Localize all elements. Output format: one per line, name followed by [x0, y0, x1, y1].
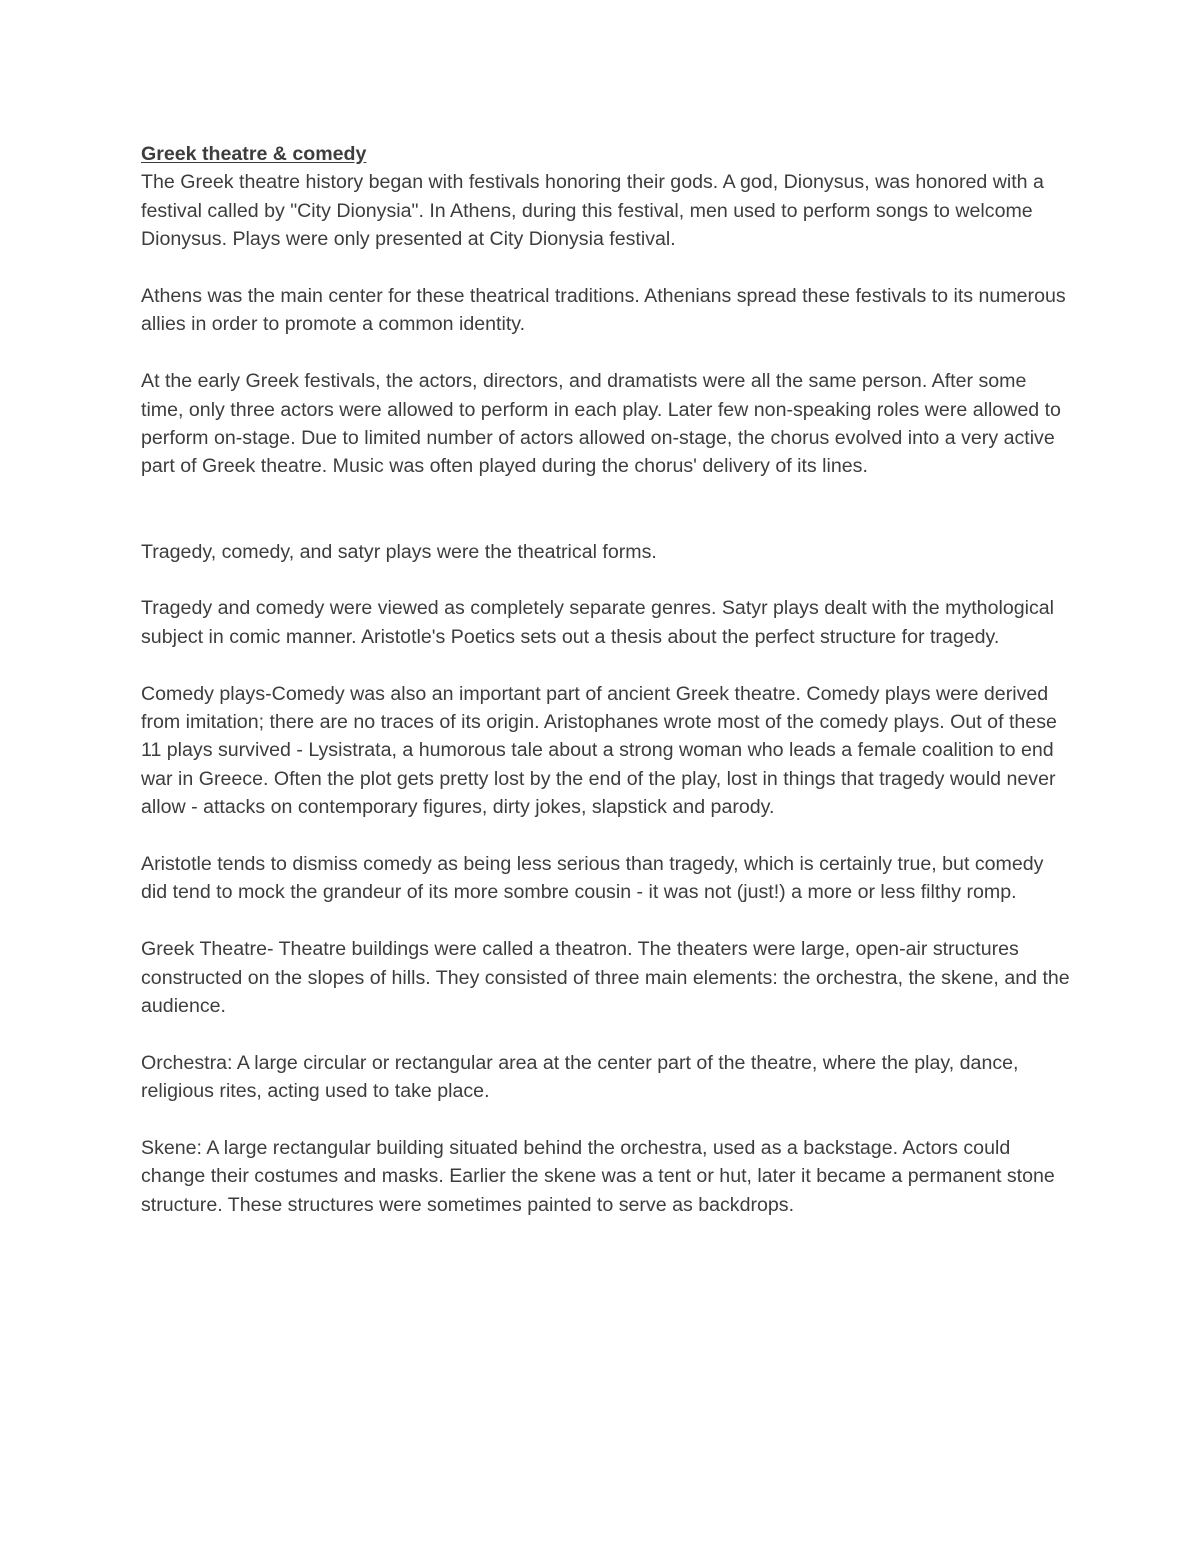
paragraph-early-festivals: At the early Greek festivals, the actors, directors, and dramatists were all the same person. After some time, only three actors were allowed to perform in each play. Later few non-speaking roles were allowed to perform on-stage. Due to limited number of actors allowed on-stage, the chorus evolved into a very active part of Greek theatre. Music was often played during the chorus' delivery of its lines. [141, 370, 1061, 478]
paragraph-aristotle: Aristotle tends to dismiss comedy as being less serious than tragedy, which is certainly true, but comedy did tend to mock the grandeur of its more sombre cousin - it was not (just!) a more or less filthy romp. [141, 853, 1044, 904]
paragraph-skene: Skene: A large rectangular building situated behind the orchestra, used as a backstage. Actors could change their costumes and masks. Earlier the skene was a tent or hut, later it became a permanent stone structure. These structures were sometimes painted to serve as backdrops. [141, 1137, 1055, 1216]
paragraph-intro: The Greek theatre history began with festivals honoring their gods. A god, Dionysus, was honored with a festival called by "City Dionysia". In Athens, during this festival, men used to perform songs to welcome Dionysus. Plays were only presented at City Dionysia festival. [141, 171, 1044, 251]
paragraph-greek-theatre: Greek Theatre- Theatre buildings were called a theatron. The theaters were large, open-air structures constructed on the slopes of hills. They consisted of three main elements: the orchestra, the skene, and the audience. [141, 938, 1070, 1018]
paragraph-athens: Athens was the main center for these theatrical traditions. Athenians spread these festivals to its numerous allies in order to promote a common identity. [141, 285, 1066, 336]
paragraph-orchestra: Orchestra: A large circular or rectangular area at the center part of the theatre, where the play, dance, religious rites, acting used to take place. [141, 1051, 1019, 1103]
document-title: Greek theatre & comedy [141, 143, 367, 165]
paragraph-theatrical-forms: Tragedy, comedy, and satyr plays were the theatrical forms. [141, 540, 657, 563]
paragraph-comedy-plays: Comedy plays-Comedy was also an important part of ancient Greek theatre. Comedy plays were derived from imitation; there are no traces of its origin. Aristophanes wrote most of the comedy plays. Out of these 11 plays survived - Lysistrata, a humorous tale about a strong woman who leads a female coalition to end war in Greece. Often the plot gets pretty lost by the end of the play, lost in things that tragedy would never allow - attacks on contemporary figures, dirty jokes, slapstick and parody. [141, 682, 1057, 819]
paragraph-genres: Tragedy and comedy were viewed as completely separate genres. Satyr plays dealt with the mythological subject in comic manner. Aristotle's Poetics sets out a thesis about the perfect structure for tragedy. [141, 597, 1055, 648]
document-body [141, 140, 1071, 1248]
